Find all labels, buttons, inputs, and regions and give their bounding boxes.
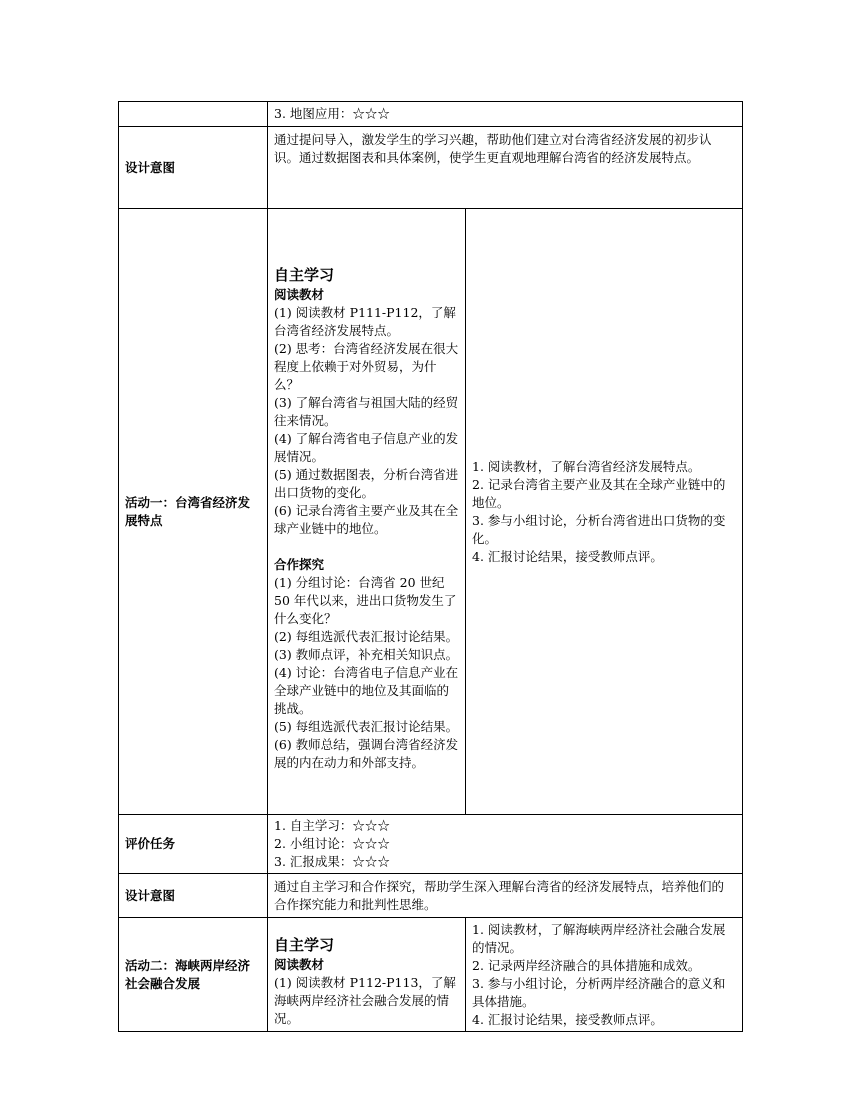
reading-item: (1) 阅读教材 P112-P113，了解海峡两岸经济社会融合发展的情况。 bbox=[274, 974, 456, 1026]
design-intent-label-text: 设计意图 bbox=[125, 159, 176, 175]
design-intent-content bbox=[268, 127, 743, 209]
student-item: 2. 记录两岸经济融合的具体措施和成效。 bbox=[472, 957, 701, 973]
self-study-heading: 自主学习 bbox=[274, 265, 335, 284]
map-application-text: 3. 地图应用：☆☆☆ bbox=[274, 106, 390, 121]
evaluation-item: 3. 汇报成果：☆☆☆ bbox=[274, 854, 390, 869]
activity-2-student-cell bbox=[466, 918, 743, 1032]
activity-1-student-cell bbox=[466, 209, 743, 815]
design-intent-text: 通过提问导入，激发学生的学习兴趣，帮助他们建立对台湾省经济发展的初步认识。通过数据图表和具体案例，使学生更直观地理解台湾省的经济发展特点。 bbox=[274, 132, 712, 165]
coop-item: (6) 教师总结，强调台湾省经济发展的内在动力和外部支持。 bbox=[274, 736, 459, 770]
reading-item: (6) 记录台湾省主要产业及其在全球产业链中的地位。 bbox=[274, 502, 459, 536]
reading-item: (2) 思考：台湾省经济发展在很大程度上依赖于对外贸易，为什么？ bbox=[274, 340, 459, 392]
evaluation-item: 1. 自主学习：☆☆☆ bbox=[274, 818, 390, 833]
map-application-cell bbox=[268, 102, 743, 127]
table-row-design-intent-2 bbox=[119, 874, 743, 918]
design-intent-2-label-text: 设计意图 bbox=[125, 887, 176, 903]
coop-item: (5) 每组选派代表汇报讨论结果。 bbox=[274, 718, 459, 734]
design-intent-2-label bbox=[119, 874, 268, 918]
evaluation-label bbox=[119, 815, 268, 874]
activity-1-label bbox=[119, 209, 268, 815]
activity-1-teacher-cell bbox=[268, 209, 466, 815]
student-item: 4. 汇报讨论结果，接受教师点评。 bbox=[472, 1011, 663, 1027]
reading-heading-2: 阅读教材 bbox=[274, 956, 325, 972]
activity-1-label-text: 活动一：台湾省经济发展特点 bbox=[125, 494, 251, 528]
student-item: 2. 记录台湾省主要产业及其在全球产业链中的地位。 bbox=[472, 476, 726, 510]
coop-item: (2) 每组选派代表汇报讨论结果。 bbox=[274, 628, 459, 644]
reading-heading: 阅读教材 bbox=[274, 286, 325, 302]
coop-item: (3) 教师点评，补充相关知识点。 bbox=[274, 646, 459, 662]
student-item: 1. 阅读教材，了解海峡两岸经济社会融合发展的情况。 bbox=[472, 921, 726, 955]
table-row-evaluation bbox=[119, 815, 743, 874]
cooperative-inquiry-heading: 合作探究 bbox=[274, 556, 325, 572]
coop-item: (1) 分组讨论：台湾省 20 世纪 50 年代以来，进出口货物发生了什么变化？ bbox=[274, 574, 457, 626]
table-row-activity-2 bbox=[119, 918, 743, 1032]
reading-item: (1) 阅读教材 P111-P112，了解台湾省经济发展特点。 bbox=[274, 304, 456, 338]
activity-2-label bbox=[119, 918, 268, 1032]
design-intent-2-text: 通过自主学习和合作探究，帮助学生深入理解台湾省的经济发展特点，培养他们的合作探究能力和批判性思维。 bbox=[274, 878, 725, 912]
empty-label-cell bbox=[119, 102, 268, 127]
table-row-design-intent-1 bbox=[119, 127, 743, 209]
table-row-activity-1 bbox=[119, 209, 743, 815]
evaluation-content bbox=[268, 815, 743, 874]
student-item: 3. 参与小组讨论，分析台湾省进出口货物的变化。 bbox=[472, 512, 726, 546]
spacer bbox=[274, 538, 459, 556]
self-study-heading-2: 自主学习 bbox=[274, 935, 335, 954]
reading-item: (5) 通过数据图表，分析台湾省进出口货物的变化。 bbox=[274, 466, 459, 500]
design-intent-2-content bbox=[268, 874, 743, 918]
table-row-map-application bbox=[119, 102, 743, 127]
reading-item: (3) 了解台湾省与祖国大陆的经贸往来情况。 bbox=[274, 394, 459, 428]
evaluation-item: 2. 小组讨论：☆☆☆ bbox=[274, 836, 390, 851]
student-item: 4. 汇报讨论结果，接受教师点评。 bbox=[472, 548, 663, 564]
lesson-plan-table bbox=[118, 101, 743, 1032]
reading-item: (4) 了解台湾省电子信息产业的发展情况。 bbox=[274, 430, 459, 464]
evaluation-label-text: 评价任务 bbox=[125, 836, 176, 851]
activity-2-teacher-cell bbox=[268, 918, 466, 1032]
student-item: 1. 阅读教材，了解台湾省经济发展特点。 bbox=[472, 458, 701, 474]
design-intent-label bbox=[119, 127, 268, 209]
student-item: 3. 参与小组讨论，分析两岸经济融合的意义和具体措施。 bbox=[472, 975, 726, 1009]
activity-2-label-text: 活动二：海峡两岸经济社会融合发展 bbox=[125, 957, 251, 991]
coop-item: (4) 讨论：台湾省电子信息产业在全球产业链中的地位及其面临的挑战。 bbox=[274, 664, 459, 716]
